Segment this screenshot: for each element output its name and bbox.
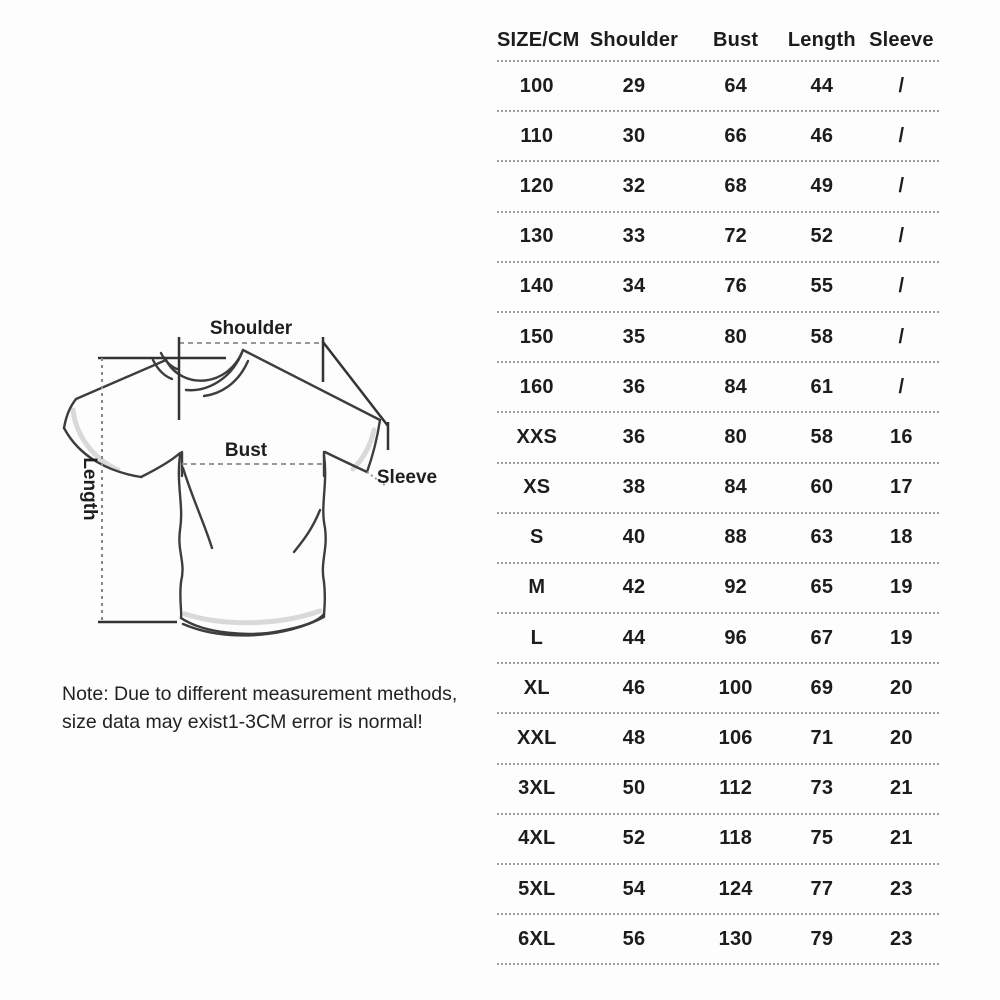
- cell-shoulder: 40: [622, 526, 646, 549]
- cell-size: 5XL: [518, 877, 556, 900]
- table-row: [497, 915, 939, 965]
- col-header-bust: Bust: [713, 28, 759, 51]
- col-header-size: SIZE/CM: [497, 28, 580, 51]
- shoulder-label: Shoulder: [209, 318, 293, 339]
- cell-bust: 112: [719, 777, 753, 800]
- cell-sleeve: /: [898, 174, 905, 197]
- table-row: [497, 213, 939, 263]
- cell-length: 77: [810, 877, 834, 900]
- col-header-length: Length: [787, 28, 856, 51]
- table-row: [497, 664, 939, 714]
- cell-length: 44: [810, 74, 834, 97]
- shirt-shading: [73, 410, 374, 623]
- bust-label: Bust: [224, 440, 268, 461]
- table-row: [497, 464, 939, 514]
- cell-size: L: [530, 626, 543, 649]
- tshirt-measurement-diagram: [40, 300, 460, 660]
- cell-sleeve: 23: [890, 877, 913, 900]
- col-header-sleeve: Sleeve: [869, 28, 934, 51]
- cell-sleeve: /: [898, 275, 905, 298]
- cell-sleeve: 18: [890, 526, 913, 549]
- left-underarm: [141, 453, 180, 477]
- cell-sleeve: 20: [890, 727, 913, 750]
- table-row: [497, 112, 939, 162]
- length-label: Length: [79, 457, 100, 521]
- cell-bust: 124: [718, 877, 753, 900]
- cell-bust: 100: [718, 676, 753, 699]
- cell-length: 63: [810, 526, 834, 549]
- table-row: [497, 765, 939, 815]
- cell-sleeve: 19: [890, 576, 913, 599]
- cell-sleeve: 19: [890, 626, 913, 649]
- cell-size: 110: [520, 124, 554, 147]
- cell-shoulder: 38: [622, 476, 646, 499]
- cell-length: 71: [810, 727, 834, 750]
- note-line-1: Note: Due to different measurement methods,: [62, 683, 458, 705]
- cell-sleeve: /: [898, 325, 905, 348]
- cell-shoulder: 35: [622, 325, 646, 348]
- cell-bust: 72: [724, 225, 747, 248]
- cell-bust: 96: [724, 626, 747, 649]
- cell-length: 55: [810, 275, 834, 298]
- right-fold-line: [294, 510, 320, 552]
- cell-shoulder: 36: [622, 375, 646, 398]
- cell-sleeve: /: [898, 74, 905, 97]
- collar-inner: [186, 350, 243, 390]
- cell-bust: 92: [724, 576, 747, 599]
- cell-bust: 130: [718, 927, 753, 950]
- cell-length: 65: [810, 576, 834, 599]
- cell-shoulder: 52: [622, 827, 646, 850]
- cell-size: 4XL: [518, 827, 556, 850]
- tshirt-outline: [64, 350, 380, 635]
- cell-shoulder: 48: [622, 727, 646, 750]
- cell-sleeve: 16: [890, 425, 913, 448]
- table-row: [497, 815, 939, 865]
- cell-size: XS: [523, 476, 551, 499]
- cell-size: 6XL: [518, 927, 556, 950]
- torso-right-side: [323, 455, 326, 616]
- cell-shoulder: 46: [622, 676, 646, 699]
- table-row: [497, 514, 939, 564]
- table-row: [497, 614, 939, 664]
- table-row: [497, 714, 939, 764]
- tshirt-diagram-svg: [40, 300, 460, 660]
- table-row: [497, 62, 939, 112]
- cell-shoulder: 42: [622, 576, 646, 599]
- cell-bust: 80: [724, 425, 747, 448]
- cell-bust: 106: [718, 727, 753, 750]
- cell-size: 100: [519, 74, 554, 97]
- cell-length: 58: [810, 325, 834, 348]
- table-row: [497, 263, 939, 313]
- cell-bust: 68: [724, 174, 747, 197]
- cell-bust: 76: [724, 275, 747, 298]
- cell-length: 52: [810, 225, 834, 248]
- cell-sleeve: 21: [890, 827, 913, 850]
- measurement-note: [62, 680, 462, 736]
- cell-shoulder: 34: [622, 275, 646, 298]
- table-body: [497, 62, 939, 965]
- torso-left-side: [179, 455, 183, 618]
- cell-bust: 84: [724, 375, 747, 398]
- cell-shoulder: 30: [622, 124, 646, 147]
- cell-shoulder: 33: [622, 225, 646, 248]
- table-row: [497, 162, 939, 212]
- cell-sleeve: /: [898, 225, 905, 248]
- size-table: [497, 20, 939, 965]
- cell-bust: 80: [724, 325, 747, 348]
- cell-shoulder: 32: [622, 174, 646, 197]
- cell-sleeve: /: [898, 124, 905, 147]
- table-row: [497, 413, 939, 463]
- cell-shoulder: 50: [622, 777, 646, 800]
- table-row: [497, 313, 939, 363]
- table-row: [497, 865, 939, 915]
- cell-size: 120: [519, 174, 554, 197]
- cell-bust: 84: [724, 476, 747, 499]
- note-line-2: size data may exist1-3CM error is normal!: [62, 711, 423, 733]
- cell-bust: 118: [719, 827, 753, 850]
- cell-length: 46: [810, 124, 834, 147]
- cell-size: 150: [519, 325, 554, 348]
- cell-sleeve: 23: [890, 927, 913, 950]
- cell-size: 160: [519, 375, 554, 398]
- cell-length: 49: [810, 174, 834, 197]
- measurement-lines: [98, 337, 388, 622]
- table-row: [497, 564, 939, 614]
- cell-shoulder: 36: [622, 425, 646, 448]
- cell-shoulder: 44: [622, 626, 646, 649]
- cell-shoulder: 29: [622, 74, 646, 97]
- cell-size: XXL: [517, 727, 557, 750]
- cell-length: 75: [810, 827, 834, 850]
- cell-length: 69: [810, 676, 834, 699]
- cell-shoulder: 54: [622, 877, 646, 900]
- col-header-shoulder: Shoulder: [589, 28, 679, 51]
- cell-shoulder: 56: [622, 927, 646, 950]
- table-row: [497, 363, 939, 413]
- cell-size: 3XL: [518, 777, 556, 800]
- table-header-row: [497, 20, 939, 62]
- cell-length: 73: [810, 777, 834, 800]
- cell-sleeve: 17: [890, 476, 913, 499]
- cell-sleeve: 20: [890, 676, 913, 699]
- cell-size: M: [528, 576, 546, 599]
- cell-length: 60: [810, 476, 834, 499]
- cell-sleeve: /: [898, 375, 905, 398]
- cell-bust: 66: [724, 124, 747, 147]
- cell-size: S: [530, 526, 544, 549]
- cell-bust: 64: [724, 74, 747, 97]
- cell-size: 130: [519, 225, 554, 248]
- sleeve-label: Sleeve: [376, 467, 438, 488]
- collar-outer: [166, 350, 243, 381]
- cell-bust: 88: [724, 526, 747, 549]
- left-fold-line: [183, 468, 212, 548]
- cell-sleeve: 21: [890, 777, 913, 800]
- right-shoulder-edge: [243, 350, 380, 420]
- cell-size: XL: [523, 676, 550, 699]
- cell-length: 58: [810, 425, 834, 448]
- left-shoulder-edge: [64, 360, 166, 428]
- cell-length: 61: [810, 375, 834, 398]
- sleeve-dim-line: [323, 342, 388, 426]
- cell-size: XXS: [516, 425, 558, 448]
- cell-size: 140: [519, 275, 554, 298]
- cell-length: 67: [810, 626, 834, 649]
- cell-length: 79: [810, 927, 834, 950]
